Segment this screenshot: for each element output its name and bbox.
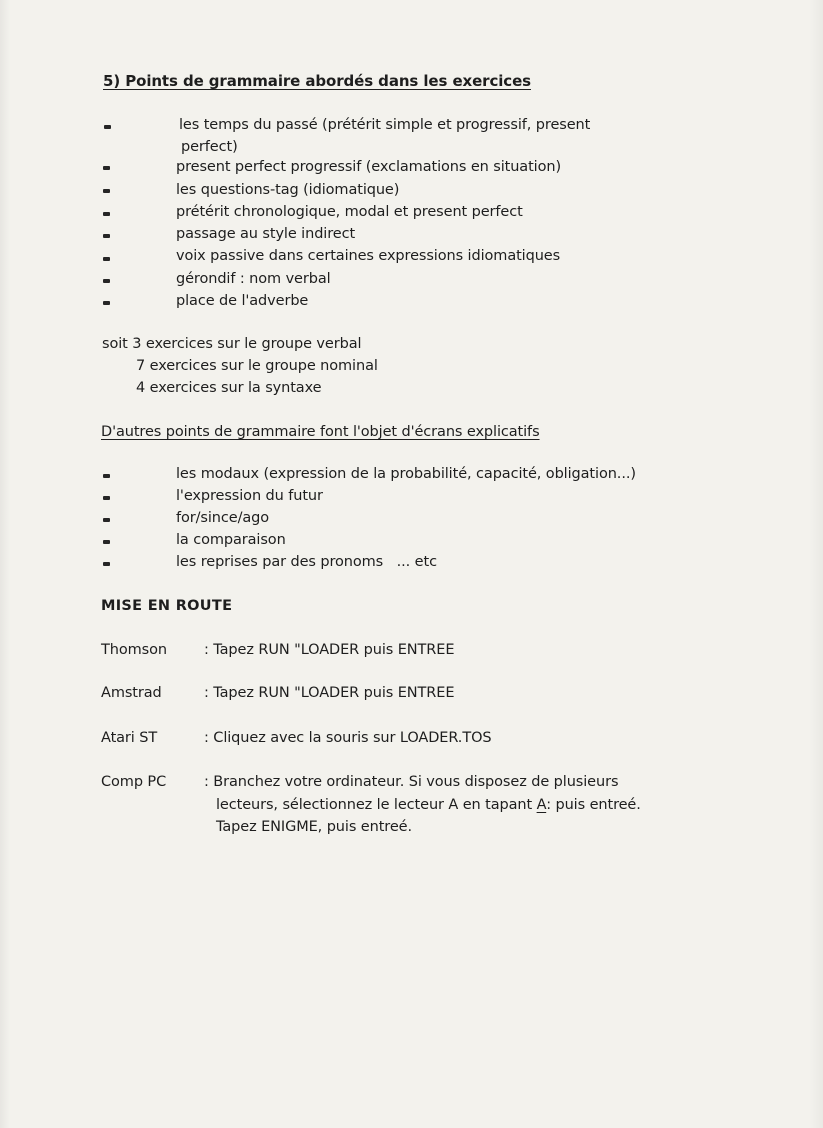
summary-line: soit 3 exercices sur le groupe verbal [102, 336, 362, 352]
machine-instruction: : Branchez votre ordinateur. Si vous disposez de plusieurs [204, 774, 619, 790]
drive-key: A [536, 797, 547, 813]
list-item: for/since/ago [176, 510, 270, 526]
section-heading: MISE EN ROUTE [101, 598, 233, 614]
list-item: l'expression du futur [176, 488, 323, 504]
section-heading: 5) Points de grammaire abordés dans les exercices [103, 72, 531, 90]
list-item: voix passive dans certaines expressions idiomatiques [176, 248, 561, 264]
list-item: gérondif : nom verbal [176, 271, 331, 287]
machine-instruction-continuation [216, 796, 641, 814]
machine-name: Atari ST [101, 730, 158, 746]
machine-name: Comp PC [101, 774, 167, 790]
bullet-icon [103, 496, 110, 500]
summary-line: 4 exercices sur la syntaxe [136, 380, 322, 396]
bullet-icon [103, 540, 110, 544]
bullet-icon [103, 212, 110, 216]
list-item: la comparaison [176, 532, 286, 548]
list-item: present perfect progressif (exclamations en situation) [176, 159, 562, 175]
bullet-icon [103, 562, 110, 566]
bullet-icon [103, 257, 110, 261]
list-item: les temps du passé (prétérit simple et progressif, present [179, 117, 591, 133]
list-item-continuation: perfect) [181, 139, 238, 155]
list-item: les reprises par des pronoms ... etc [176, 554, 437, 570]
section-heading: D'autres points de grammaire font l'objet d'écrans explicatifs [101, 424, 540, 440]
list-item: place de l'adverbe [176, 293, 309, 309]
summary-line: 7 exercices sur le groupe nominal [136, 358, 378, 374]
list-item: passage au style indirect [176, 226, 356, 242]
machine-name: Amstrad [101, 685, 162, 701]
machine-instruction-continuation: Tapez ENIGME, puis entreé. [216, 819, 412, 835]
machine-instruction: : Cliquez avec la souris sur LOADER.TOS [204, 730, 492, 746]
bullet-icon [103, 518, 110, 522]
bullet-icon [103, 189, 110, 193]
instruction-text: : puis entreé. [546, 797, 641, 813]
list-item: les questions-tag (idiomatique) [176, 182, 400, 198]
machine-instruction: : Tapez RUN "LOADER puis ENTREE [204, 685, 455, 701]
bullet-icon [103, 301, 110, 305]
bullet-icon [103, 279, 110, 283]
bullet-icon [103, 474, 110, 478]
bullet-icon [103, 166, 110, 170]
machine-instruction: : Tapez RUN "LOADER puis ENTREE [204, 642, 455, 658]
machine-name: Thomson [101, 642, 167, 658]
bullet-icon [103, 234, 110, 238]
list-item: les modaux (expression de la probabilité, capacité, obligation...) [176, 466, 636, 482]
instruction-text: lecteurs, sélectionnez le lecteur A en tapant [216, 797, 537, 813]
bullet-icon [104, 125, 111, 129]
list-item: prétérit chronologique, modal et present perfect [176, 204, 523, 220]
